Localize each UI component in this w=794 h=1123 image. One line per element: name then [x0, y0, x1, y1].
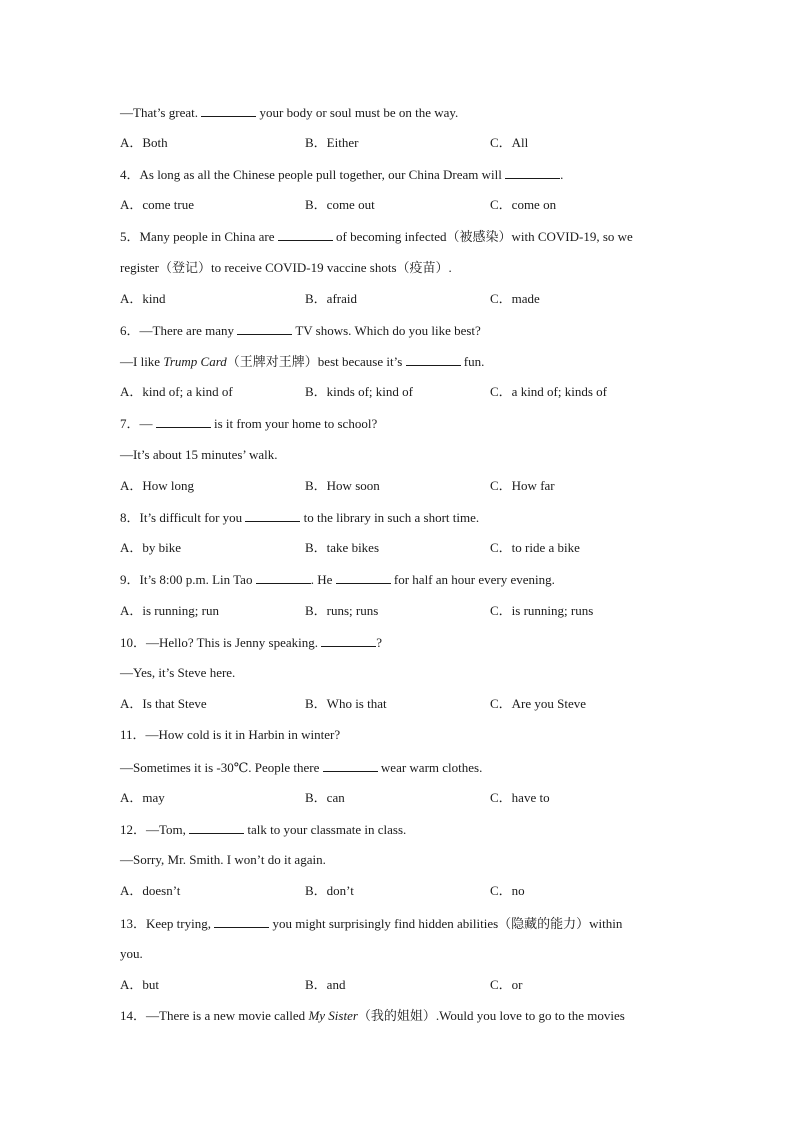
q9-option-a[interactable]: A．is running; run — [120, 603, 219, 618]
answer-blank[interactable] — [214, 915, 269, 928]
q10-option-a[interactable]: A．Is that Steve — [120, 696, 207, 711]
q5-option-c[interactable]: C．made — [490, 291, 540, 306]
q5-option-a[interactable]: A．kind — [120, 291, 166, 306]
q13-option-c[interactable]: C．or — [490, 977, 523, 992]
q4-stem: 4．As long as all the Chinese people pull together, our China Dream will . — [120, 167, 564, 182]
q5-stem-line2: register（登记）to receive COVID-19 vaccine shots（疫苗）. — [120, 260, 452, 275]
answer-blank[interactable] — [237, 322, 292, 335]
q6-option-a[interactable]: A．kind of; a kind of — [120, 384, 233, 399]
answer-blank[interactable] — [406, 353, 461, 366]
q10-stem: 10．—Hello? This is Jenny speaking. ? — [120, 635, 383, 650]
q8-option-a[interactable]: A．by bike — [120, 540, 182, 555]
q7-stem: 7．— is it from your home to school? — [120, 416, 378, 431]
answer-blank[interactable] — [201, 104, 256, 117]
q13-stem: 13．Keep trying, you might surprisingly find hidden abilities（隐藏的能力）within — [120, 916, 623, 931]
q4-option-b[interactable]: B．come out — [305, 197, 375, 212]
q10-stem-line2: —Yes, it’s Steve here. — [120, 665, 236, 680]
q10-option-b[interactable]: B．Who is that — [305, 696, 387, 711]
q5-option-b[interactable]: B．afraid — [305, 291, 357, 306]
q13-stem-line2: you. — [120, 946, 143, 961]
answer-blank[interactable] — [321, 634, 376, 647]
q4-option-c[interactable]: C．come on — [490, 197, 557, 212]
q3-option-b[interactable]: B．Either — [305, 135, 359, 150]
q14-stem: 14．—There is a new movie called My Sister（我的姐姐）.Would you love to go to the movies — [120, 1008, 625, 1023]
q7-option-c[interactable]: C．How far — [490, 478, 555, 493]
q11-option-c[interactable]: C．have to — [490, 790, 550, 805]
q7-stem-line2: —It’s about 15 minutes’ walk. — [120, 447, 278, 462]
answer-blank[interactable] — [189, 821, 244, 834]
q9-option-c[interactable]: C．is running; runs — [490, 603, 594, 618]
answer-blank[interactable] — [336, 571, 391, 584]
q6-stem-line2: —I like Trump Card（王牌对王牌）best because it’s fun. — [120, 354, 485, 369]
answer-blank[interactable] — [323, 759, 378, 772]
q9-stem: 9．It’s 8:00 p.m. Lin Tao . He for half an hour every evening. — [120, 572, 555, 587]
q12-option-a[interactable]: A．doesn’t — [120, 883, 181, 898]
q5-stem: 5．Many people in China are of becoming infected（被感染）with COVID-19, so we — [120, 229, 633, 244]
q8-stem: 8．It’s difficult for you to the library in such a short time. — [120, 510, 480, 525]
q3-line: —That’s great. your body or soul must be on the way. — [120, 105, 459, 120]
q10-option-c[interactable]: C．Are you Steve — [490, 696, 587, 711]
answer-blank[interactable] — [156, 415, 211, 428]
q9-option-b[interactable]: B．runs; runs — [305, 603, 379, 618]
answer-blank[interactable] — [245, 509, 300, 522]
q11-stem-line2: —Sometimes it is -30℃. People there wear warm clothes. — [120, 760, 483, 775]
q3-option-c[interactable]: C．All — [490, 135, 529, 150]
q13-option-a[interactable]: A．but — [120, 977, 160, 992]
q7-option-a[interactable]: A．How long — [120, 478, 195, 493]
q11-option-a[interactable]: A．may — [120, 790, 165, 805]
q11-stem: 11．—How cold is it in Harbin in winter? — [120, 727, 341, 742]
q12-stem-line2: —Sorry, Mr. Smith. I won’t do it again. — [120, 852, 326, 867]
q4-option-a[interactable]: A．come true — [120, 197, 195, 212]
q6-stem: 6．—There are many TV shows. Which do you like best? — [120, 323, 481, 338]
q12-option-c[interactable]: C．no — [490, 883, 525, 898]
answer-blank[interactable] — [505, 166, 560, 179]
q12-stem: 12．—Tom, talk to your classmate in class. — [120, 822, 407, 837]
q8-option-b[interactable]: B．take bikes — [305, 540, 380, 555]
q6-option-c[interactable]: C．a kind of; kinds of — [490, 384, 607, 399]
answer-blank[interactable] — [278, 228, 333, 241]
q6-option-b[interactable]: B．kinds of; kind of — [305, 384, 413, 399]
answer-blank[interactable] — [256, 571, 311, 584]
q7-option-b[interactable]: B．How soon — [305, 478, 380, 493]
q11-option-b[interactable]: B．can — [305, 790, 345, 805]
q8-option-c[interactable]: C．to ride a bike — [490, 540, 580, 555]
q13-option-b[interactable]: B．and — [305, 977, 346, 992]
q3-option-a[interactable]: A．Both — [120, 135, 168, 150]
q12-option-b[interactable]: B．don’t — [305, 883, 354, 898]
